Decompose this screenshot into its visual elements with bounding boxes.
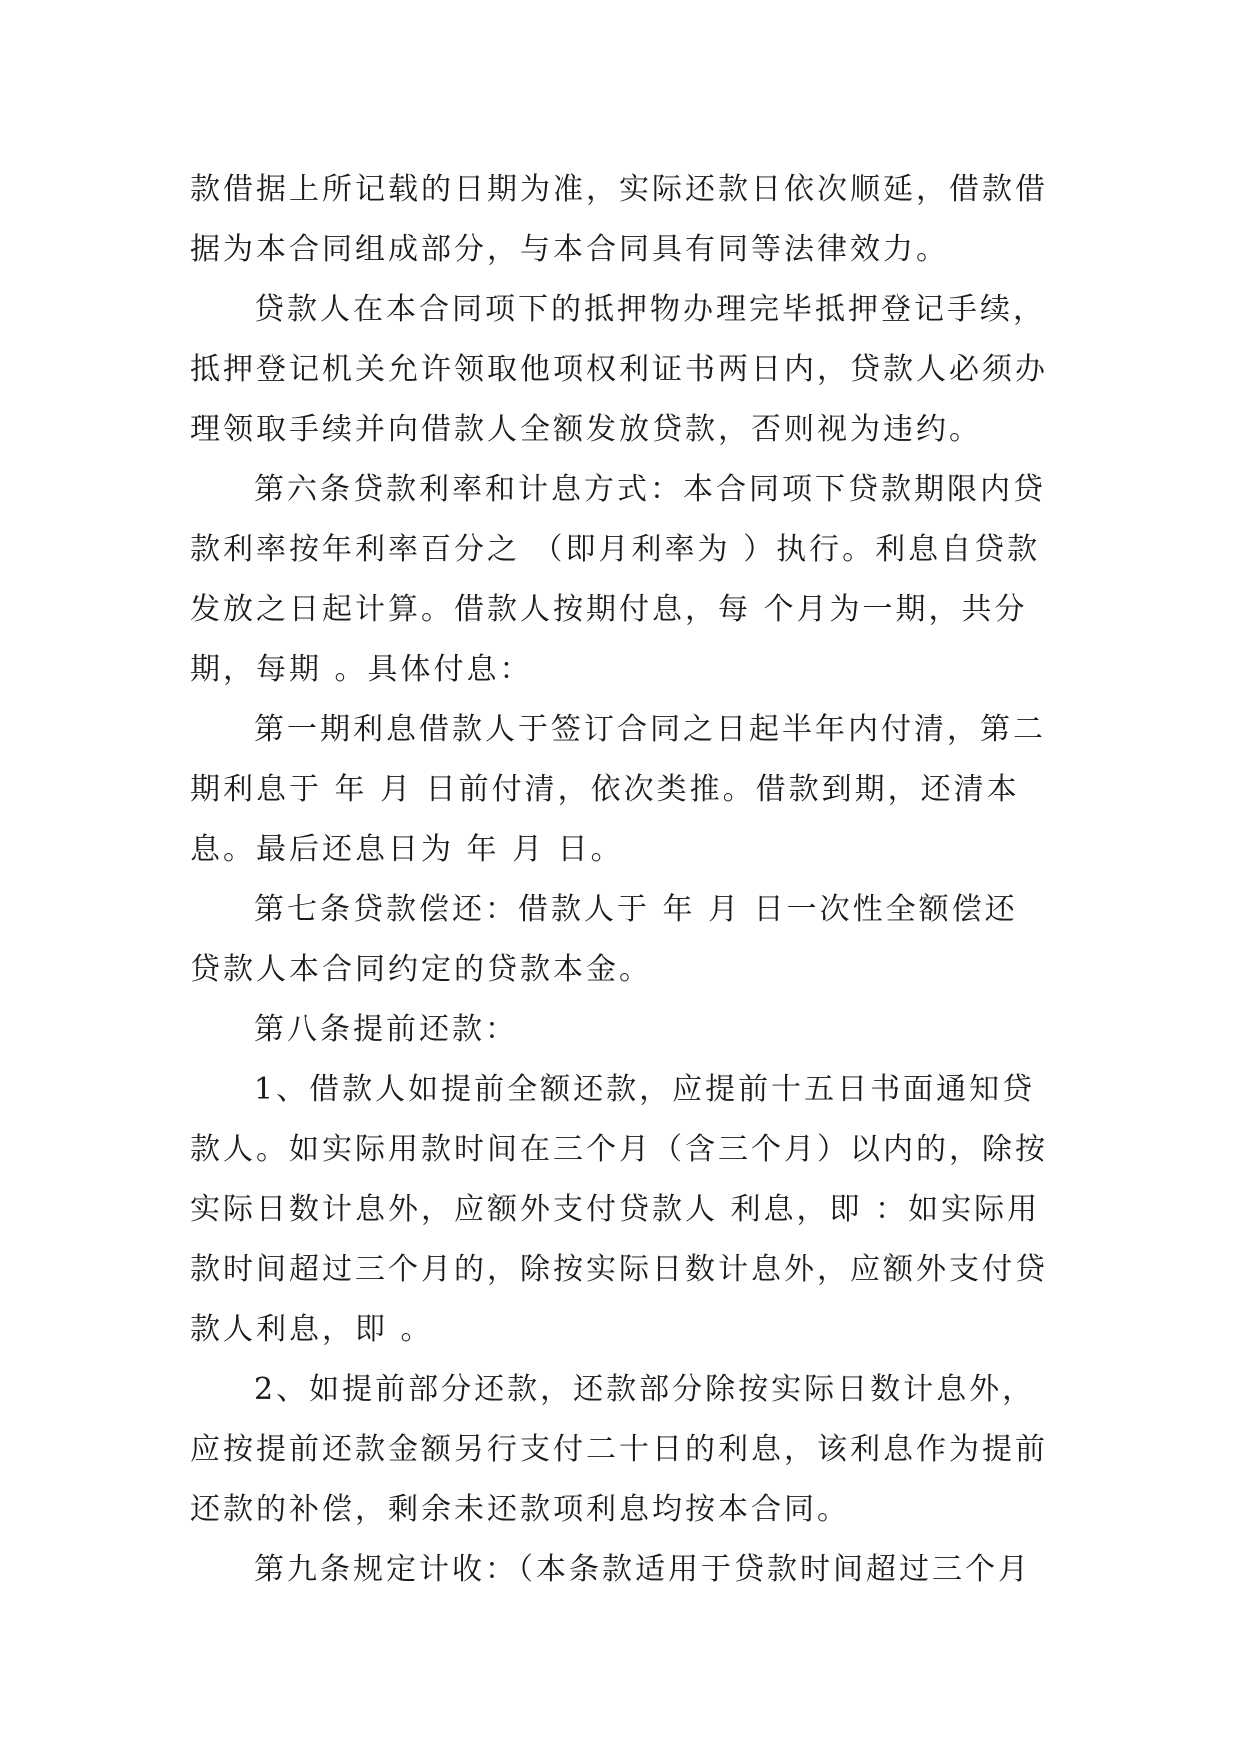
paragraph-start-line: 第一期利息借款人于签订合同之日起半年内付清，第二: [254, 712, 1046, 747]
text-line: 息。最后还息日为 年 月 日。: [190, 832, 624, 867]
text-line: 实际日数计息外，应额外支付贷款人 利息，即 ：如实际用: [190, 1192, 1041, 1227]
paragraph-start-line: 贷款人在本合同项下的抵押物办理完毕抵押登记手续，: [254, 292, 1046, 327]
text-line: 据为本合同组成部分，与本合同具有同等法律效力。: [190, 232, 949, 267]
text-line: 还款的补偿，剩余未还款项利息均按本合同。: [190, 1492, 850, 1527]
text-line: 应按提前还款金额另行支付二十日的利息，该利息作为提前: [190, 1432, 1048, 1467]
text-line: 款借据上所记载的日期为准，实际还款日依次顺延，借款借: [190, 172, 1048, 207]
text-line: 发放之日起计算。借款人按期付息，每 个月为一期，共分: [190, 592, 1028, 627]
text-line: 款时间超过三个月的，除按实际日数计息外，应额外支付贷: [190, 1252, 1048, 1287]
article-9-heading-line: 第九条规定计收：（本条款适用于贷款时间超过三个月: [254, 1552, 1031, 1587]
text-line: 期利息于 年 月 日前付清，依次类推。借款到期，还清本: [190, 772, 1020, 807]
document-body: [190, 160, 1050, 1600]
article-7-heading-line: 第七条贷款偿还：借款人于 年 月 日一次性全额偿还: [254, 892, 1018, 927]
text-line: 款利率按年利率百分之 （即月利率为 ）执行。利息自贷款: [190, 532, 1041, 567]
text-line: 贷款人本合同约定的贷款本金。: [190, 952, 652, 987]
text-line: 抵押登记机关允许领取他项权利证书两日内，贷款人必须办: [190, 352, 1048, 387]
text-line: 期，每期 。具体付息：: [190, 652, 533, 687]
article-6-heading-line: 第六条贷款利率和计息方式：本合同项下贷款期限内贷: [254, 472, 1046, 507]
list-item-1-line: 1、借款人如提前全额还款，应提前十五日书面通知贷: [254, 1072, 1036, 1107]
text-line: 款人利息，即 。: [190, 1312, 434, 1347]
article-8-heading-line: 第八条提前还款：: [254, 1012, 518, 1047]
list-item-2-line: 2、如提前部分还款，还款部分除按实际日数计息外，: [254, 1372, 1036, 1407]
text-line: 理领取手续并向借款人全额发放贷款，否则视为违约。: [190, 412, 982, 447]
text-line: 款人。如实际用款时间在三个月（含三个月）以内的，除按: [190, 1132, 1048, 1167]
